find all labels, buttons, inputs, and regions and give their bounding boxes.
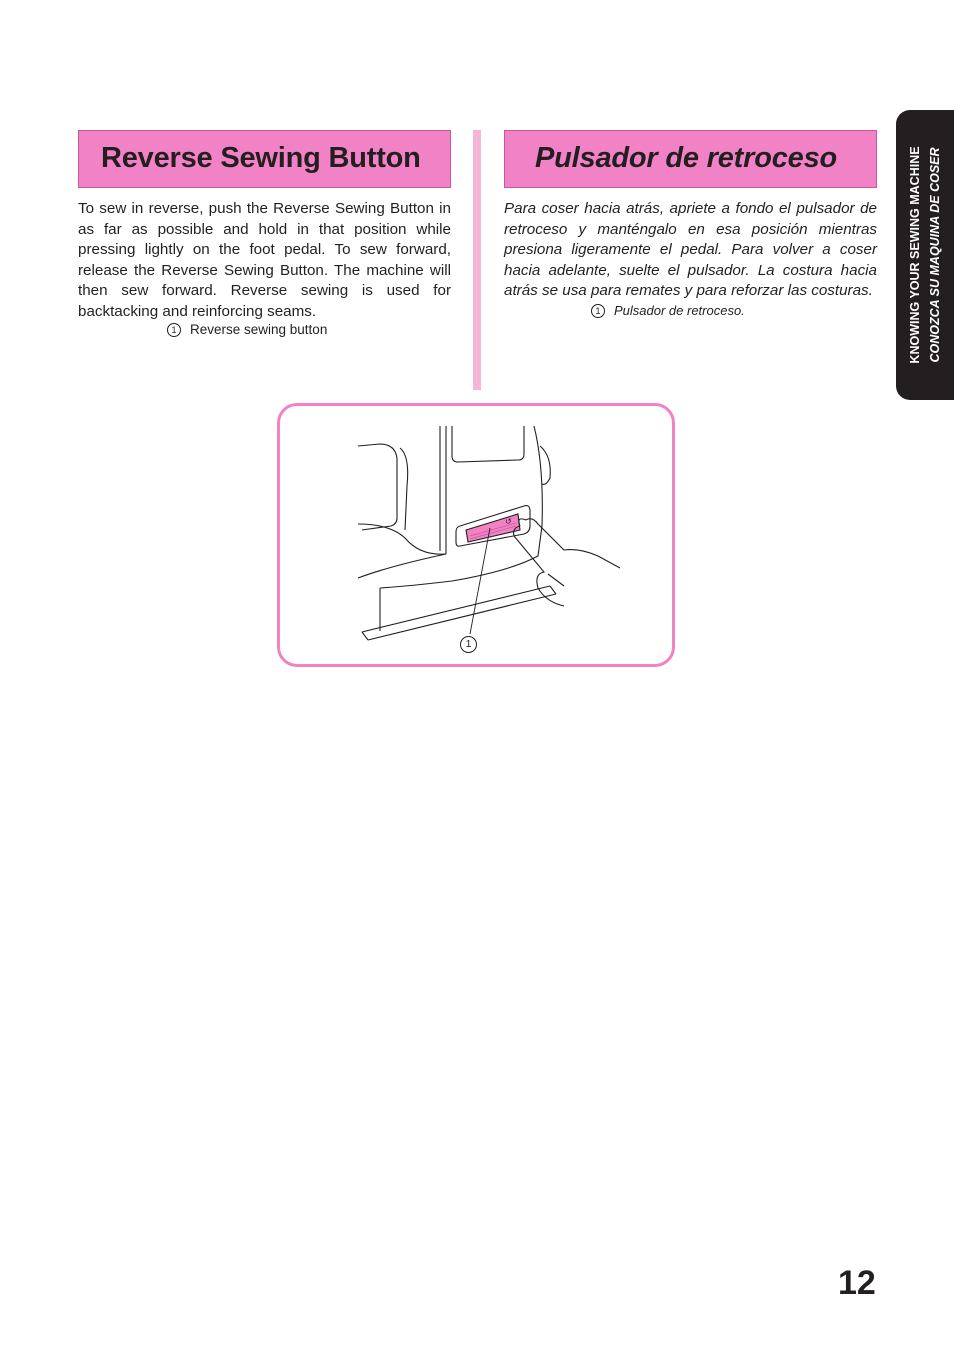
body-text-en: To sew in reverse, push the Reverse Sewing Button in as far as possible and hold in that position while pressing lightly on the foot pedal. To sew forward, release the Reverse Sewing Button. The machine will then sew forward. Reverse sewing is used for backtacking and reinforcing seams. <box>78 200 451 320</box>
sewing-machine-illustration <box>280 406 672 664</box>
caption-es <box>591 303 745 318</box>
caption-label-es: Pulsador de retroceso. <box>614 303 745 318</box>
column-divider <box>473 130 481 390</box>
illustration-frame <box>277 403 675 667</box>
section-header-es <box>504 130 877 188</box>
section-title-en: Reverse Sewing Button <box>101 142 421 174</box>
body-text-es: Para coser hacia atrás, apriete a fondo el pulsador de retroceso y manténgalo en esa posición mientras presiona ligeramente el pedal. Para volver a coser hacia adelante, suelte el pulsador. La costura hacia atrás se usa para remates y para reforzar las costuras. <box>504 200 877 299</box>
side-tab-label-es: CONOZCA SU MAQUINA DE COSER <box>928 147 942 363</box>
side-tab-label-en: KNOWING YOUR SEWING MACHINE <box>908 146 922 364</box>
caption-label-en: Reverse sewing button <box>190 322 328 337</box>
section-title-es: Pulsador de retroceso <box>535 142 838 174</box>
svg-text:↺: ↺ <box>505 517 512 526</box>
chapter-side-tab <box>896 110 954 400</box>
caption-en <box>167 322 327 337</box>
callout-number: 1 <box>167 323 181 337</box>
callout-number: 1 <box>591 304 605 318</box>
figure-callout-1: 1 <box>460 636 477 653</box>
page-number: 12 <box>838 1264 876 1302</box>
section-header-en <box>78 130 451 188</box>
